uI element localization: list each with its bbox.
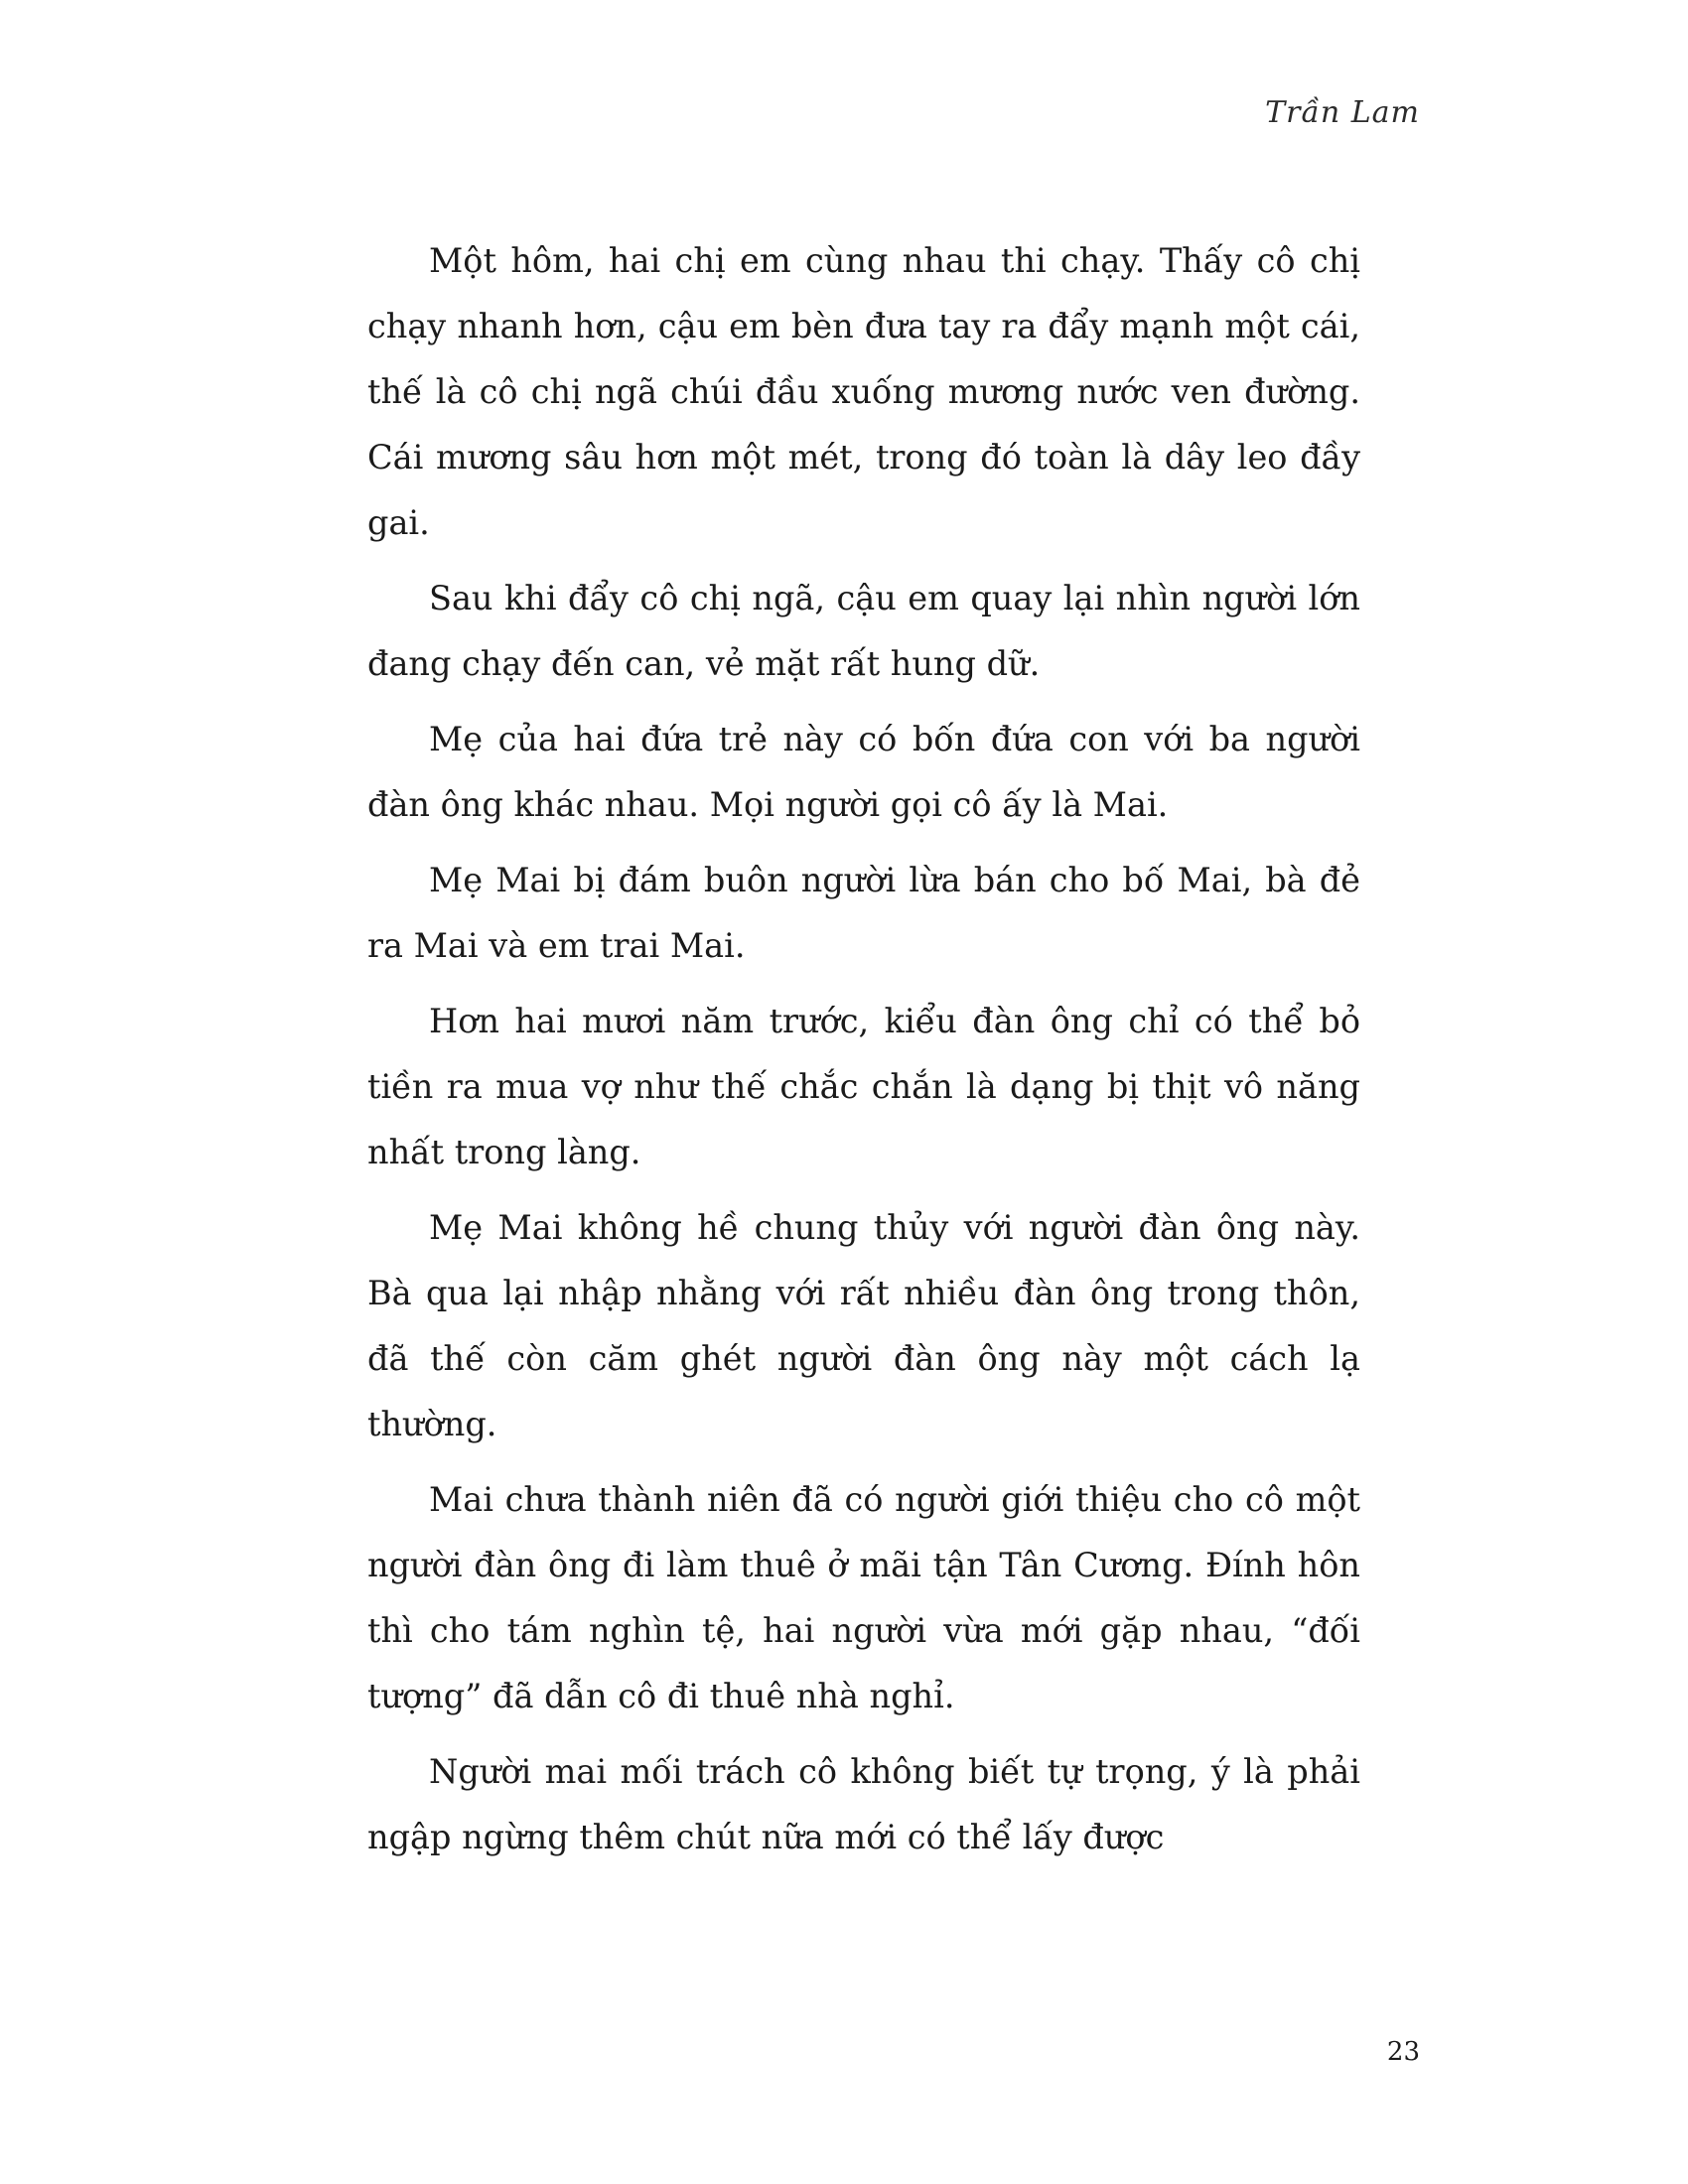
paragraph: Hơn hai mươi năm trước, kiểu đàn ông chỉ có thể bỏ tiền ra mua vợ như thế chắc chắn là dạng bị thịt vô năng nhất trong làng. [367,1002,1360,1171]
paragraph: Sau khi đẩy cô chị ngã, cậu em quay lại nhìn người lớn đang chạy đến can, vẻ mặt rất hung dữ. [367,579,1360,683]
page-body [367,228,1360,1880]
paragraph: Một hôm, hai chị em cùng nhau thi chạy. Thấy cô chị chạy nhanh hơn, cậu em bèn đưa tay ra đẩy mạnh một cái, thế là cô chị ngã chúi đầu xuống mương nước ven đường. Cái mương sâu hơn một mét, trong đó toàn là dây leo đầy gai. [367,241,1360,542]
paragraph: Mẹ Mai bị đám buôn người lừa bán cho bố Mai, bà đẻ ra Mai và em trai Mai. [367,861,1360,965]
paragraph: Mẹ của hai đứa trẻ này có bốn đứa con với ba người đàn ông khác nhau. Mọi người gọi cô ấy là Mai. [367,720,1360,824]
page-number: 23 [1386,2037,1420,2067]
paragraph: Mẹ Mai không hề chung thủy với người đàn ông này. Bà qua lại nhập nhằng với rất nhiều đàn ông trong thôn, đã thế còn căm ghét người đàn ông này một cách lạ thường. [367,1208,1360,1443]
paragraph: Mai chưa thành niên đã có người giới thiệu cho cô một người đàn ông đi làm thuê ở mãi tận Tân Cương. Đính hôn thì cho tám nghìn tệ, hai người vừa mới gặp nhau, “đối tượng” đã dẫn cô đi thuê nhà nghỉ. [367,1480,1360,1715]
paragraph: Người mai mối trách cô không biết tự trọng, ý là phải ngập ngừng thêm chút nữa mới có thể lấy được [367,1752,1360,1856]
running-head-author: Trần Lam [1265,95,1420,130]
